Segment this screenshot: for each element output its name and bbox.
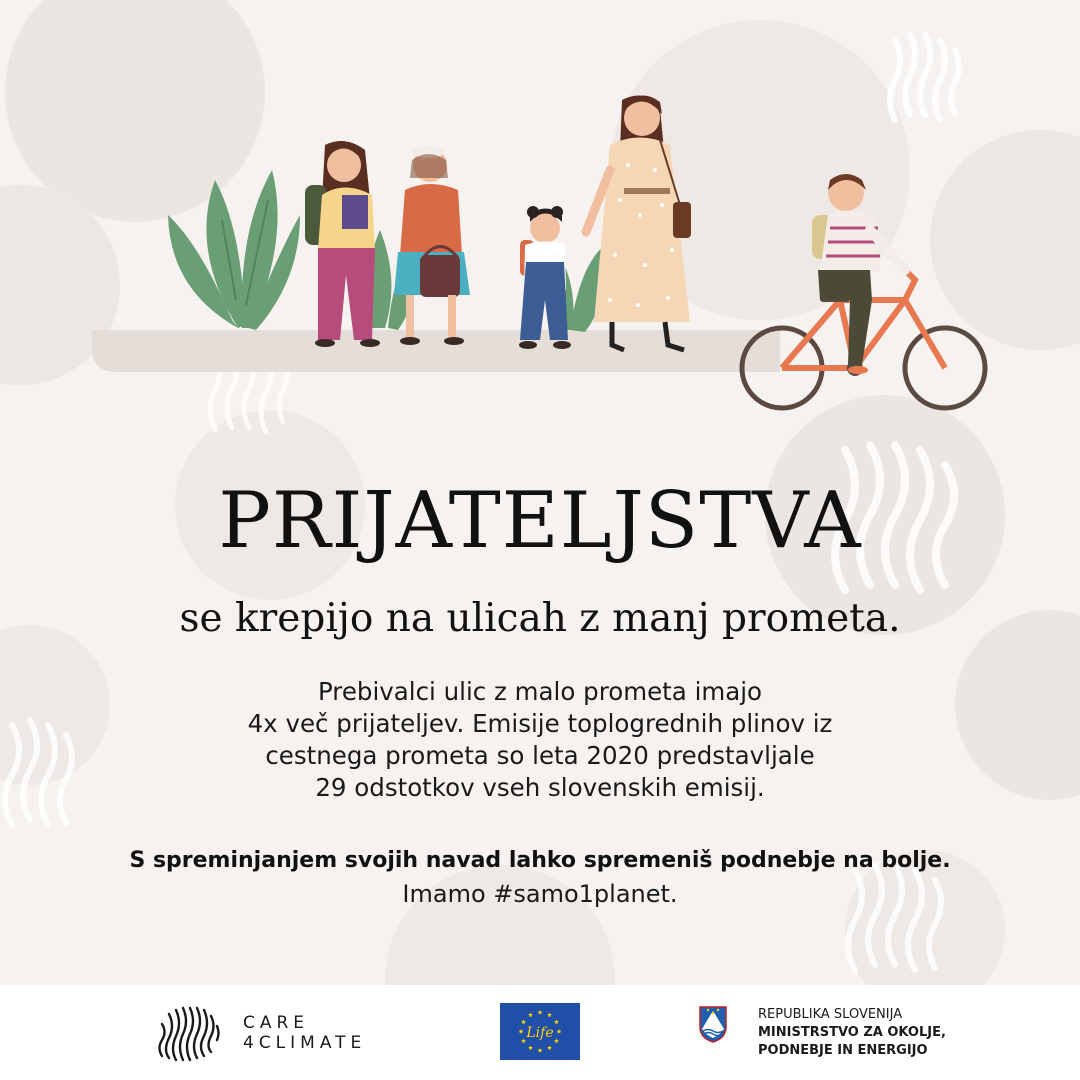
care4climate-line1: CARE [243,1013,310,1033]
headline: PRIJATELJSTVA [218,476,862,566]
subheadline: se krepijo na ulicah z manj prometa. [179,596,901,641]
cyclist-figure [742,174,985,408]
eu-flag-icon [500,1003,580,1060]
woman-in-dress-figure [586,95,691,350]
body-line: 4x več prijateljev. Emisije toplogrednih plinov iz [247,708,833,738]
hashtag-line: Imamo #samo1planet. [402,880,678,908]
wavy-lines-logo-icon [156,1004,220,1062]
body-line: Prebivalci ulic z malo prometa imajo [317,677,763,706]
ground-path [92,330,780,372]
slovenia-coat-of-arms-icon [698,1005,728,1043]
ministry-line1: REPUBLIKA SLOVENIJA [758,1007,903,1022]
girl-with-books-figure [305,141,380,347]
ministry-line3: PODNEBJE IN ENERGIJO [758,1043,928,1058]
body-text [140,676,940,803]
plant-left-icon [168,170,300,330]
body-line: cestnega prometa so leta 2020 predstavljale [265,740,815,770]
life-logo-text: Life [526,1025,554,1041]
street-illustration [0,0,1080,440]
child-figure [519,206,571,349]
body-line: 29 odstotkov vseh slovenskih emisij. [315,772,765,802]
call-to-action: S spreminjanjem svojih navad lahko spremeniš podnebje na bolje. [129,848,951,873]
care4climate-logo [243,1013,366,1053]
ministry-logo-text [758,1006,946,1060]
care4climate-line2: 4CLIMATE [243,1033,367,1053]
ministry-line2: MINISTRSTVO ZA OKOLJE, [758,1025,946,1040]
